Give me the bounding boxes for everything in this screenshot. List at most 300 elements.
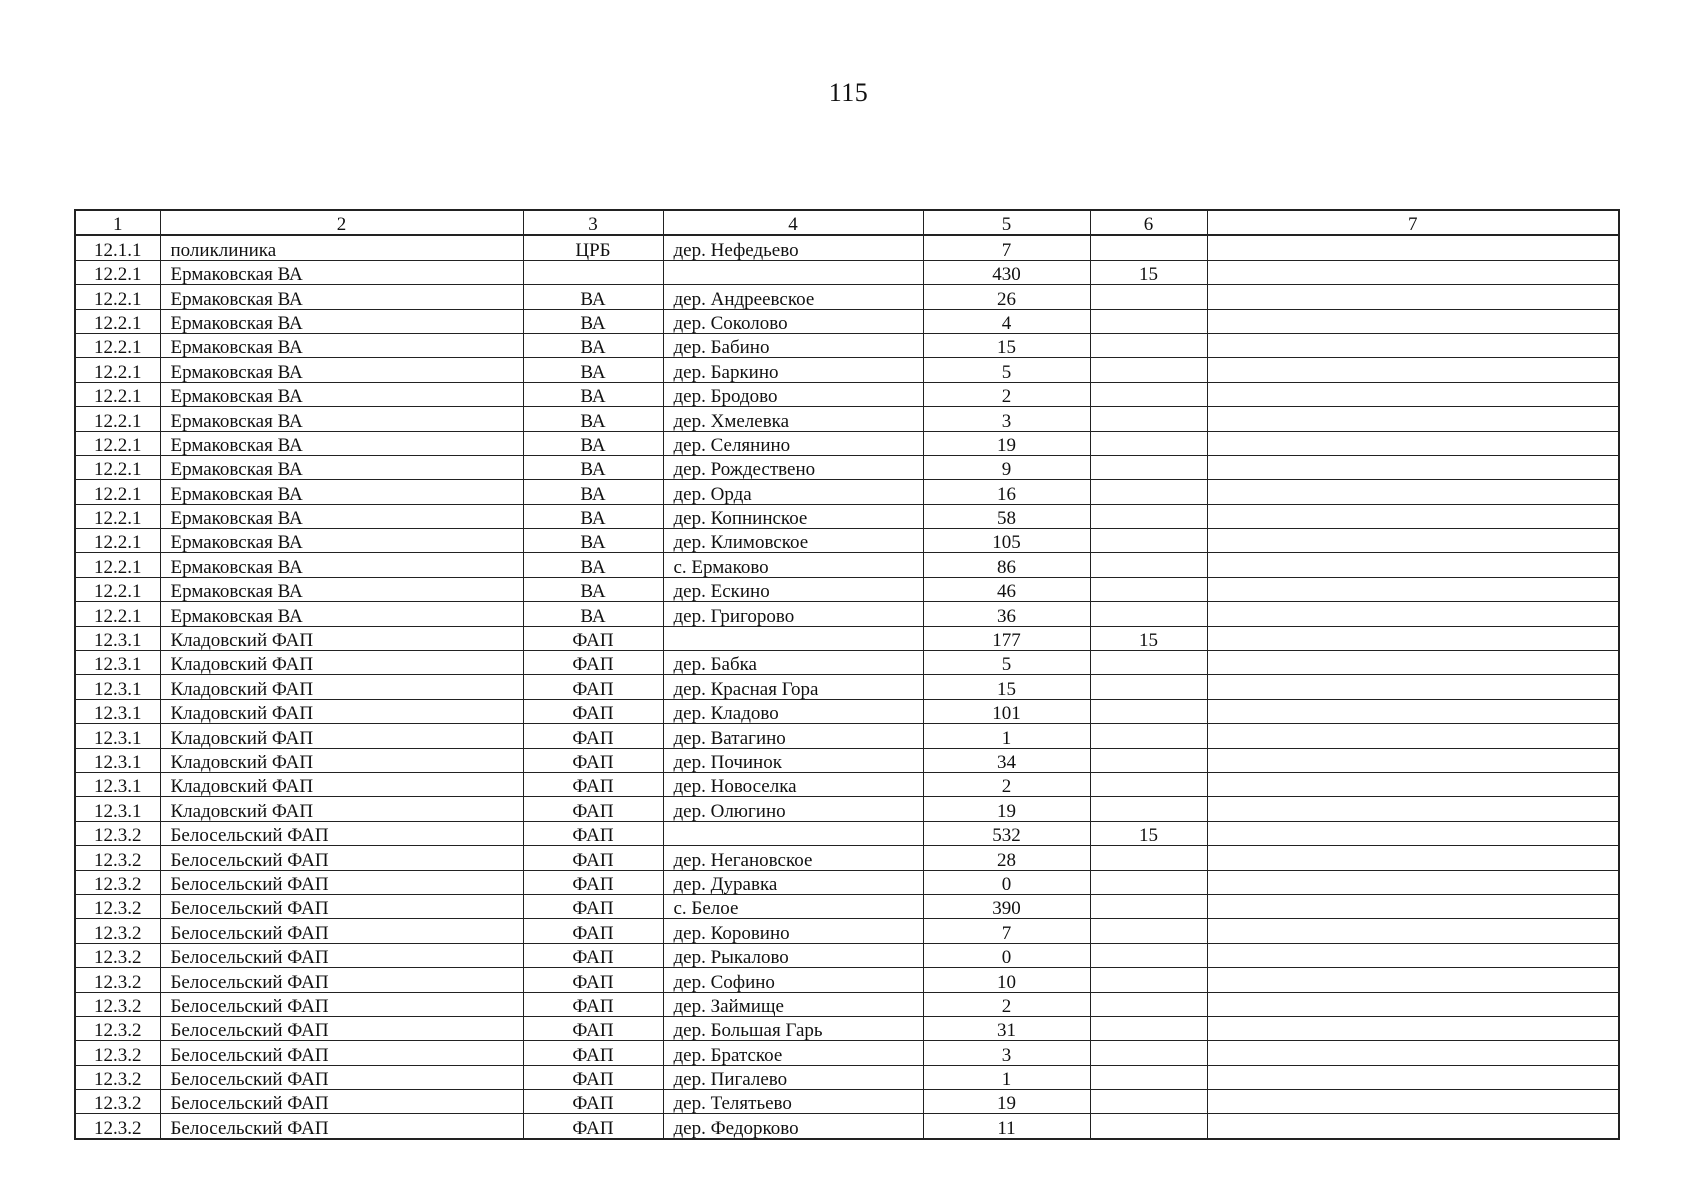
table-row [75, 602, 1619, 626]
type-cell: ФАП [523, 992, 663, 1016]
type-cell: ФАП [523, 968, 663, 992]
table-row [75, 699, 1619, 723]
type-cell: ФАП [523, 870, 663, 894]
note-cell [1207, 894, 1619, 918]
note-cell [1207, 602, 1619, 626]
table-row [75, 626, 1619, 650]
distance-cell [1090, 285, 1207, 309]
table-row [75, 455, 1619, 479]
note-cell [1207, 626, 1619, 650]
note-cell [1207, 1041, 1619, 1065]
settlement-cell: дер. Телятьево [663, 1090, 923, 1114]
note-cell [1207, 748, 1619, 772]
distance-cell [1090, 529, 1207, 553]
distance-cell [1090, 772, 1207, 796]
type-cell: ВА [523, 577, 663, 601]
note-cell [1207, 1090, 1619, 1114]
type-cell: ВА [523, 553, 663, 577]
table-row [75, 504, 1619, 528]
institution-cell: Ермаковская ВА [160, 480, 523, 504]
table-body [75, 235, 1619, 1138]
table-row [75, 529, 1619, 553]
note-cell [1207, 235, 1619, 260]
distance-cell [1090, 797, 1207, 821]
population-cell: 19 [923, 1090, 1090, 1114]
institution-cell: Кладовский ФАП [160, 675, 523, 699]
column-header-6: 6 [1090, 210, 1207, 235]
row-number-cell: 12.2.1 [75, 285, 160, 309]
table-row [75, 480, 1619, 504]
population-cell: 9 [923, 455, 1090, 479]
row-number-cell: 12.3.1 [75, 724, 160, 748]
type-cell: ФАП [523, 1114, 663, 1139]
type-cell: ВА [523, 529, 663, 553]
table-row [75, 772, 1619, 796]
note-cell [1207, 968, 1619, 992]
row-number-cell: 12.2.1 [75, 480, 160, 504]
table-row [75, 553, 1619, 577]
row-number-cell: 12.2.1 [75, 602, 160, 626]
settlement-cell: дер. Ватагино [663, 724, 923, 748]
type-cell: ВА [523, 285, 663, 309]
institution-cell: Белосельский ФАП [160, 1016, 523, 1040]
table-row [75, 577, 1619, 601]
row-number-cell: 12.3.2 [75, 1016, 160, 1040]
settlement-cell: дер. Новоселка [663, 772, 923, 796]
settlement-cell: с. Ермаково [663, 553, 923, 577]
type-cell: ФАП [523, 919, 663, 943]
institution-cell: Ермаковская ВА [160, 333, 523, 357]
note-cell [1207, 1065, 1619, 1089]
table-row [75, 382, 1619, 406]
table-row [75, 285, 1619, 309]
population-cell: 5 [923, 651, 1090, 675]
population-cell: 4 [923, 309, 1090, 333]
distance-cell [1090, 1065, 1207, 1089]
table-row [75, 748, 1619, 772]
population-cell: 101 [923, 699, 1090, 723]
row-number-cell: 12.3.1 [75, 748, 160, 772]
row-number-cell: 12.2.1 [75, 333, 160, 357]
table-row [75, 1016, 1619, 1040]
population-cell: 3 [923, 407, 1090, 431]
population-cell: 1 [923, 1065, 1090, 1089]
table-header-row [75, 210, 1619, 235]
population-cell: 7 [923, 235, 1090, 260]
institution-cell: Белосельский ФАП [160, 894, 523, 918]
settlement-cell: дер. Бродово [663, 382, 923, 406]
type-cell: ВА [523, 480, 663, 504]
note-cell [1207, 724, 1619, 748]
type-cell: ФАП [523, 894, 663, 918]
distance-cell [1090, 968, 1207, 992]
distance-cell [1090, 1090, 1207, 1114]
settlement-cell: дер. Бабка [663, 651, 923, 675]
type-cell: ВА [523, 358, 663, 382]
settlement-cell: дер. Федорково [663, 1114, 923, 1139]
row-number-cell: 12.2.1 [75, 358, 160, 382]
row-number-cell: 12.2.1 [75, 455, 160, 479]
population-cell: 26 [923, 285, 1090, 309]
settlement-cell: дер. Рыкалово [663, 943, 923, 967]
institution-cell: Кладовский ФАП [160, 797, 523, 821]
institution-cell: Кладовский ФАП [160, 724, 523, 748]
row-number-cell: 12.3.2 [75, 919, 160, 943]
note-cell [1207, 992, 1619, 1016]
population-cell: 105 [923, 529, 1090, 553]
population-cell: 86 [923, 553, 1090, 577]
table-row [75, 1114, 1619, 1139]
settlement-cell: дер. Андреевское [663, 285, 923, 309]
settlement-cell: дер. Климовское [663, 529, 923, 553]
note-cell [1207, 1114, 1619, 1139]
table-row [75, 894, 1619, 918]
row-number-cell: 12.3.2 [75, 1041, 160, 1065]
distance-cell [1090, 553, 1207, 577]
note-cell [1207, 309, 1619, 333]
distance-cell [1090, 480, 1207, 504]
table-row [75, 333, 1619, 357]
institution-cell: Белосельский ФАП [160, 992, 523, 1016]
row-number-cell: 12.2.1 [75, 431, 160, 455]
type-cell: ВА [523, 431, 663, 455]
population-cell: 177 [923, 626, 1090, 650]
row-number-cell: 12.3.2 [75, 894, 160, 918]
settlement-cell: дер. Селянино [663, 431, 923, 455]
note-cell [1207, 651, 1619, 675]
distance-cell [1090, 846, 1207, 870]
population-cell: 7 [923, 919, 1090, 943]
note-cell [1207, 699, 1619, 723]
row-number-cell: 12.2.1 [75, 553, 160, 577]
table-row [75, 431, 1619, 455]
institution-cell: Ермаковская ВА [160, 577, 523, 601]
table-row [75, 919, 1619, 943]
note-cell [1207, 480, 1619, 504]
population-cell: 34 [923, 748, 1090, 772]
column-header-7: 7 [1207, 210, 1619, 235]
table-row [75, 260, 1619, 284]
note-cell [1207, 455, 1619, 479]
institution-cell: Кладовский ФАП [160, 626, 523, 650]
institution-cell: Ермаковская ВА [160, 407, 523, 431]
row-number-cell: 12.3.2 [75, 846, 160, 870]
settlement-cell: дер. Нефедьево [663, 235, 923, 260]
type-cell: ФАП [523, 943, 663, 967]
settlement-cell [663, 260, 923, 284]
institution-cell: Белосельский ФАП [160, 1090, 523, 1114]
table-row [75, 651, 1619, 675]
row-number-cell: 12.2.1 [75, 260, 160, 284]
distance-cell [1090, 358, 1207, 382]
distance-cell [1090, 870, 1207, 894]
type-cell: ФАП [523, 626, 663, 650]
settlement-cell: дер. Большая Гарь [663, 1016, 923, 1040]
institution-cell: Белосельский ФАП [160, 870, 523, 894]
settlement-cell: дер. Братское [663, 1041, 923, 1065]
table-row [75, 821, 1619, 845]
table-row [75, 797, 1619, 821]
type-cell: ФАП [523, 846, 663, 870]
column-header-1: 1 [75, 210, 160, 235]
population-cell: 3 [923, 1041, 1090, 1065]
population-cell: 0 [923, 870, 1090, 894]
institution-cell: Ермаковская ВА [160, 309, 523, 333]
note-cell [1207, 943, 1619, 967]
distance-cell [1090, 407, 1207, 431]
type-cell: ЦРБ [523, 235, 663, 260]
type-cell: ВА [523, 333, 663, 357]
settlement-cell [663, 821, 923, 845]
settlement-cell: дер. Копнинское [663, 504, 923, 528]
note-cell [1207, 821, 1619, 845]
population-cell: 58 [923, 504, 1090, 528]
table-row [75, 1065, 1619, 1089]
type-cell: ФАП [523, 1065, 663, 1089]
settlement-cell: дер. Займище [663, 992, 923, 1016]
settlement-cell: дер. Красная Гора [663, 675, 923, 699]
note-cell [1207, 675, 1619, 699]
type-cell: ВА [523, 602, 663, 626]
column-header-4: 4 [663, 210, 923, 235]
institution-cell: Ермаковская ВА [160, 602, 523, 626]
distance-cell [1090, 651, 1207, 675]
row-number-cell: 12.3.2 [75, 870, 160, 894]
note-cell [1207, 382, 1619, 406]
row-number-cell: 12.3.2 [75, 821, 160, 845]
institution-cell: Кладовский ФАП [160, 699, 523, 723]
column-header-3: 3 [523, 210, 663, 235]
table-header [75, 210, 1619, 235]
row-number-cell: 12.3.1 [75, 626, 160, 650]
population-cell: 2 [923, 992, 1090, 1016]
population-cell: 390 [923, 894, 1090, 918]
institution-cell: Белосельский ФАП [160, 919, 523, 943]
distance-cell [1090, 699, 1207, 723]
row-number-cell: 12.2.1 [75, 504, 160, 528]
settlements-table [74, 209, 1620, 1140]
type-cell: ФАП [523, 772, 663, 796]
distance-cell [1090, 235, 1207, 260]
note-cell [1207, 260, 1619, 284]
table-row [75, 846, 1619, 870]
type-cell: ФАП [523, 821, 663, 845]
population-cell: 2 [923, 772, 1090, 796]
type-cell: ФАП [523, 1090, 663, 1114]
institution-cell: Ермаковская ВА [160, 504, 523, 528]
distance-cell [1090, 1114, 1207, 1139]
settlement-cell [663, 626, 923, 650]
settlement-cell: дер. Рождествено [663, 455, 923, 479]
table-row [75, 309, 1619, 333]
settlement-cell: дер. Негановское [663, 846, 923, 870]
table-row [75, 407, 1619, 431]
settlement-cell: дер. Софино [663, 968, 923, 992]
type-cell: ФАП [523, 748, 663, 772]
distance-cell [1090, 382, 1207, 406]
population-cell: 5 [923, 358, 1090, 382]
institution-cell: Белосельский ФАП [160, 821, 523, 845]
type-cell: ФАП [523, 1016, 663, 1040]
row-number-cell: 12.3.1 [75, 797, 160, 821]
institution-cell: Белосельский ФАП [160, 943, 523, 967]
note-cell [1207, 577, 1619, 601]
row-number-cell: 12.2.1 [75, 309, 160, 333]
row-number-cell: 12.1.1 [75, 235, 160, 260]
population-cell: 28 [923, 846, 1090, 870]
settlement-cell: дер. Пигалево [663, 1065, 923, 1089]
row-number-cell: 12.2.1 [75, 529, 160, 553]
institution-cell: Кладовский ФАП [160, 651, 523, 675]
row-number-cell: 12.2.1 [75, 407, 160, 431]
note-cell [1207, 846, 1619, 870]
table-row [75, 235, 1619, 260]
distance-cell: 15 [1090, 260, 1207, 284]
population-cell: 46 [923, 577, 1090, 601]
row-number-cell: 12.3.2 [75, 1114, 160, 1139]
note-cell [1207, 797, 1619, 821]
institution-cell: Белосельский ФАП [160, 1114, 523, 1139]
distance-cell [1090, 992, 1207, 1016]
distance-cell [1090, 894, 1207, 918]
row-number-cell: 12.3.1 [75, 651, 160, 675]
row-number-cell: 12.3.1 [75, 675, 160, 699]
row-number-cell: 12.3.2 [75, 1065, 160, 1089]
table-row [75, 724, 1619, 748]
settlement-cell: дер. Ескино [663, 577, 923, 601]
population-cell: 16 [923, 480, 1090, 504]
note-cell [1207, 333, 1619, 357]
distance-cell [1090, 333, 1207, 357]
type-cell: ВА [523, 504, 663, 528]
distance-cell [1090, 577, 1207, 601]
note-cell [1207, 358, 1619, 382]
institution-cell: Кладовский ФАП [160, 772, 523, 796]
distance-cell [1090, 309, 1207, 333]
type-cell: ФАП [523, 675, 663, 699]
row-number-cell: 12.3.2 [75, 992, 160, 1016]
distance-cell [1090, 748, 1207, 772]
settlement-cell: дер. Баркино [663, 358, 923, 382]
population-cell: 430 [923, 260, 1090, 284]
column-header-2: 2 [160, 210, 523, 235]
population-cell: 1 [923, 724, 1090, 748]
settlement-cell: дер. Орда [663, 480, 923, 504]
table-row [75, 968, 1619, 992]
distance-cell [1090, 1041, 1207, 1065]
distance-cell [1090, 1016, 1207, 1040]
type-cell: ВА [523, 382, 663, 406]
settlement-cell: дер. Григорово [663, 602, 923, 626]
table-row [75, 1090, 1619, 1114]
institution-cell: Ермаковская ВА [160, 431, 523, 455]
note-cell [1207, 431, 1619, 455]
institution-cell: Ермаковская ВА [160, 285, 523, 309]
distance-cell [1090, 675, 1207, 699]
institution-cell: Кладовский ФАП [160, 748, 523, 772]
type-cell: ВА [523, 309, 663, 333]
type-cell: ФАП [523, 651, 663, 675]
note-cell [1207, 407, 1619, 431]
institution-cell: Ермаковская ВА [160, 382, 523, 406]
settlement-cell: с. Белое [663, 894, 923, 918]
population-cell: 15 [923, 333, 1090, 357]
population-cell: 19 [923, 431, 1090, 455]
row-number-cell: 12.3.2 [75, 1090, 160, 1114]
column-header-5: 5 [923, 210, 1090, 235]
population-cell: 15 [923, 675, 1090, 699]
row-number-cell: 12.3.1 [75, 772, 160, 796]
table-row [75, 1041, 1619, 1065]
type-cell: ВА [523, 455, 663, 479]
distance-cell: 15 [1090, 626, 1207, 650]
population-cell: 532 [923, 821, 1090, 845]
distance-cell [1090, 943, 1207, 967]
note-cell [1207, 529, 1619, 553]
population-cell: 0 [923, 943, 1090, 967]
settlement-cell: дер. Бабино [663, 333, 923, 357]
page-number: 115 [828, 78, 869, 107]
institution-cell: Ермаковская ВА [160, 553, 523, 577]
institution-cell: Ермаковская ВА [160, 260, 523, 284]
type-cell: ФАП [523, 797, 663, 821]
settlement-cell: дер. Дуравка [663, 870, 923, 894]
institution-cell: Белосельский ФАП [160, 846, 523, 870]
note-cell [1207, 870, 1619, 894]
type-cell: ФАП [523, 724, 663, 748]
row-number-cell: 12.2.1 [75, 382, 160, 406]
distance-cell [1090, 724, 1207, 748]
row-number-cell: 12.2.1 [75, 577, 160, 601]
settlement-cell: дер. Коровино [663, 919, 923, 943]
settlement-cell: дер. Олюгино [663, 797, 923, 821]
row-number-cell: 12.3.2 [75, 968, 160, 992]
table-row [75, 870, 1619, 894]
population-cell: 31 [923, 1016, 1090, 1040]
institution-cell: Ермаковская ВА [160, 358, 523, 382]
type-cell: ФАП [523, 699, 663, 723]
row-number-cell: 12.3.1 [75, 699, 160, 723]
type-cell [523, 260, 663, 284]
note-cell [1207, 772, 1619, 796]
distance-cell [1090, 602, 1207, 626]
type-cell: ВА [523, 407, 663, 431]
institution-cell: Белосельский ФАП [160, 1065, 523, 1089]
population-cell: 10 [923, 968, 1090, 992]
note-cell [1207, 553, 1619, 577]
table-row [75, 943, 1619, 967]
table-row [75, 675, 1619, 699]
population-cell: 19 [923, 797, 1090, 821]
settlement-cell: дер. Починок [663, 748, 923, 772]
type-cell: ФАП [523, 1041, 663, 1065]
settlement-cell: дер. Соколово [663, 309, 923, 333]
settlement-cell: дер. Хмелевка [663, 407, 923, 431]
note-cell [1207, 285, 1619, 309]
population-cell: 36 [923, 602, 1090, 626]
settlement-cell: дер. Кладово [663, 699, 923, 723]
institution-cell: Белосельский ФАП [160, 1041, 523, 1065]
distance-cell: 15 [1090, 821, 1207, 845]
distance-cell [1090, 919, 1207, 943]
population-cell: 11 [923, 1114, 1090, 1139]
population-cell: 2 [923, 382, 1090, 406]
row-number-cell: 12.3.2 [75, 943, 160, 967]
distance-cell [1090, 455, 1207, 479]
note-cell [1207, 1016, 1619, 1040]
institution-cell: поликлиника [160, 235, 523, 260]
distance-cell [1090, 504, 1207, 528]
